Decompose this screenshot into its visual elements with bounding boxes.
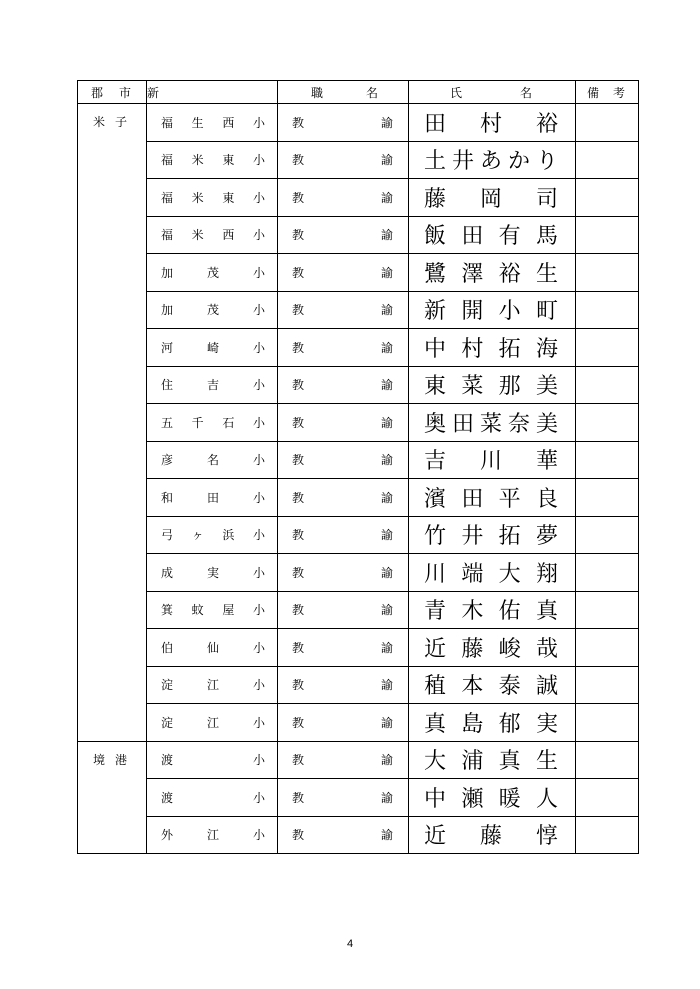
name-cell: 濱 田 平 良 [409,479,576,517]
school-cell: 五 千 石 小 [147,404,278,442]
name-cell: 中 村 拓 海 [409,329,576,367]
title-cell: 教 諭 [278,404,409,442]
title-cell: 教 諭 [278,479,409,517]
school-cell: 加 茂 小 [147,291,278,329]
title-cell: 教 諭 [278,291,409,329]
title-cell: 教 諭 [278,179,409,217]
table-row [78,816,639,854]
title-cell: 教 諭 [278,779,409,817]
header-new: 新 [147,81,278,104]
school-cell: 福 生 西 小 [147,104,278,142]
table-row [78,366,639,404]
roster-body [78,81,639,854]
name-cell: 藤 岡 司 [409,179,576,217]
name-cell: 真 島 郁 実 [409,704,576,742]
name-cell: 東 菜 那 美 [409,366,576,404]
title-cell: 教 諭 [278,629,409,667]
remarks-cell [576,104,639,142]
school-cell: 渡 小 [147,779,278,817]
name-cell: 中 瀬 暖 人 [409,779,576,817]
school-cell: 和 田 小 [147,479,278,517]
region-cell: 境 港 [78,741,147,854]
remarks-cell [576,141,639,179]
table-row [78,666,639,704]
region-cell: 米 子 [78,104,147,742]
remarks-cell [576,441,639,479]
remarks-cell [576,704,639,742]
title-cell: 教 諭 [278,554,409,592]
remarks-cell [576,741,639,779]
title-cell: 教 諭 [278,591,409,629]
school-cell: 弓 ヶ 浜 小 [147,516,278,554]
header-region: 郡 市 [78,81,147,104]
title-cell: 教 諭 [278,104,409,142]
table-row [78,591,639,629]
table-row [78,629,639,667]
school-cell: 福 米 西 小 [147,216,278,254]
school-cell: 渡 小 [147,741,278,779]
table-row [78,104,639,142]
table-row [78,704,639,742]
title-cell: 教 諭 [278,366,409,404]
header-row [78,81,639,104]
remarks-cell [576,366,639,404]
school-cell: 彦 名 小 [147,441,278,479]
school-cell: 成 実 小 [147,554,278,592]
remarks-cell [576,591,639,629]
school-cell: 外 江 小 [147,816,278,854]
table-row [78,516,639,554]
remarks-cell [576,329,639,367]
header-name: 氏 名 [409,81,576,104]
name-cell: 奥 田 菜 奈 美 [409,404,576,442]
table-row [78,179,639,217]
title-cell: 教 諭 [278,666,409,704]
header-title: 職 名 [278,81,409,104]
table-row [78,141,639,179]
school-cell: 加 茂 小 [147,254,278,292]
title-cell: 教 諭 [278,254,409,292]
title-cell: 教 諭 [278,741,409,779]
name-cell: 田 村 裕 [409,104,576,142]
remarks-cell [576,629,639,667]
school-cell: 箕 蚊 屋 小 [147,591,278,629]
school-cell: 淀 江 小 [147,704,278,742]
school-cell: 伯 仙 小 [147,629,278,667]
page-number: 4 [346,938,354,950]
school-cell: 福 米 東 小 [147,179,278,217]
table-row [78,741,639,779]
school-cell: 住 吉 小 [147,366,278,404]
title-cell: 教 諭 [278,516,409,554]
table-row [78,291,639,329]
remarks-cell [576,254,639,292]
school-cell: 福 米 東 小 [147,141,278,179]
remarks-cell [576,779,639,817]
title-cell: 教 諭 [278,141,409,179]
name-cell: 川 端 大 翔 [409,554,576,592]
name-cell: 青 木 佑 真 [409,591,576,629]
table-row [78,254,639,292]
name-cell: 鷺 澤 裕 生 [409,254,576,292]
title-cell: 教 諭 [278,441,409,479]
remarks-cell [576,404,639,442]
name-cell: 新 開 小 町 [409,291,576,329]
school-cell: 河 崎 小 [147,329,278,367]
school-cell: 淀 江 小 [147,666,278,704]
header-remarks: 備 考 [576,81,639,104]
remarks-cell [576,816,639,854]
title-cell: 教 諭 [278,704,409,742]
table-row [78,554,639,592]
name-cell: 大 浦 真 生 [409,741,576,779]
remarks-cell [576,479,639,517]
remarks-cell [576,554,639,592]
table-row [78,329,639,367]
name-cell: 吉 川 華 [409,441,576,479]
remarks-cell [576,216,639,254]
table-row [78,216,639,254]
remarks-cell [576,666,639,704]
title-cell: 教 諭 [278,329,409,367]
name-cell: 飯 田 有 馬 [409,216,576,254]
name-cell: 土 井 あ か り [409,141,576,179]
table-row [78,404,639,442]
name-cell: 近 藤 峻 哉 [409,629,576,667]
name-cell: 竹 井 拓 夢 [409,516,576,554]
remarks-cell [576,179,639,217]
table-row [78,779,639,817]
table-row [78,479,639,517]
name-cell: 稙 本 泰 誠 [409,666,576,704]
roster-table [77,80,639,854]
title-cell: 教 諭 [278,816,409,854]
table-row [78,441,639,479]
title-cell: 教 諭 [278,216,409,254]
remarks-cell [576,516,639,554]
name-cell: 近 藤 惇 [409,816,576,854]
remarks-cell [576,291,639,329]
